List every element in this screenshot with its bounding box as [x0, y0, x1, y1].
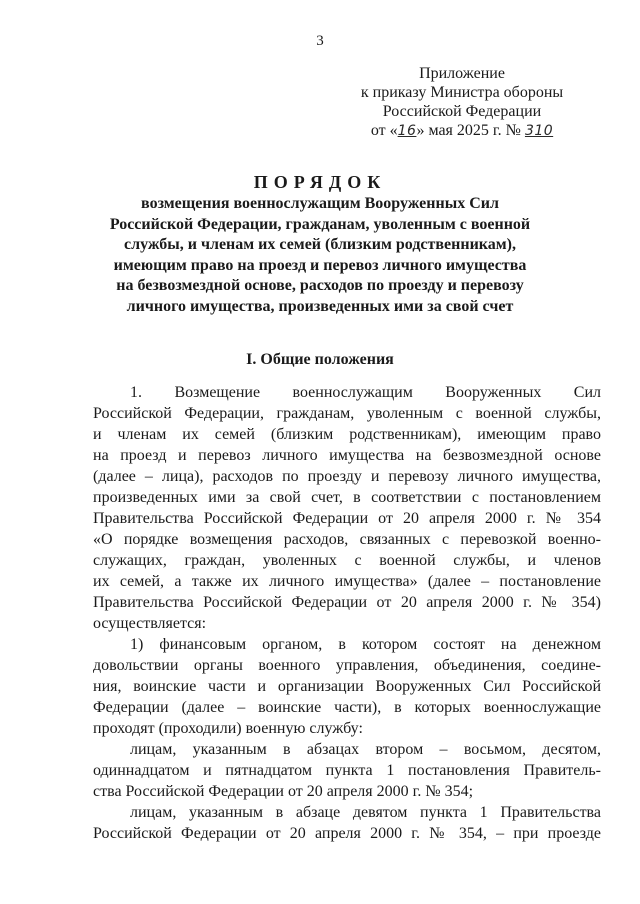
handwritten-order-number: 310 — [524, 123, 554, 139]
appendix-block — [352, 64, 572, 141]
handwritten-day: 16 — [397, 123, 417, 139]
appendix-label: Приложение — [419, 65, 505, 82]
body-text — [93, 382, 601, 844]
body-line: осуществляется: — [93, 615, 207, 632]
subtitle-line: имеющим право на проезд и перевоз личного имущества — [113, 256, 527, 274]
appendix-date-line — [352, 121, 572, 141]
subtitle-line: службы, и членам их семей (близким родственникам), — [123, 236, 516, 253]
page-number: 3 — [316, 33, 324, 49]
body-line: на проезд и перевоз личного имущества на безвозмездной основе — [93, 447, 601, 464]
section-heading: I. Общие положения — [246, 351, 394, 368]
body-line: служащих, граждан, уволенных с военной службы, и членов — [93, 552, 601, 569]
subtitle-line: на безвозмездной основе, расходов по проезду и перевозу — [116, 277, 524, 294]
date-prefix: от « — [370, 122, 398, 139]
body-line: ства Российской Федерации от 20 апреля 2000 г. № 354; — [93, 783, 474, 800]
body-line: Российской Федерации от 20 апреля 2000 г. № 354, – при проезде — [93, 825, 601, 842]
document-subtitle — [100, 194, 540, 317]
body-line: их семей, а также их личного имущества» (далее – постановление — [93, 573, 601, 590]
subtitle-line: личного имущества, произведенных ими за свой счет — [126, 297, 514, 315]
body-line: лицам, указанным в абзацах втором – восьмом, десятом, — [130, 741, 601, 758]
body-line: произведенных ими за свой счет, в соответствии с постановлением — [93, 489, 601, 506]
body-line: лицам, указанным в абзаце девятом пункта 1 Правительства — [130, 804, 601, 821]
body-line: ния, воинские части и организации Вооруженных Сил Российской — [93, 678, 601, 695]
body-line: и членам их семей (близким родственникам), имеющим право — [93, 426, 601, 443]
body-line: проходят (проходили) военную службу: — [93, 720, 363, 737]
body-line: довольствии органы военного управления, объединения, соедине- — [93, 657, 601, 674]
appendix-country: Российской Федерации — [382, 103, 542, 120]
body-line: Правительства Российской Федерации от 20 апреля 2000 г. № 354) — [93, 594, 601, 611]
body-line: одиннадцатом и пятнадцатом пункта 1 постановления Правитель- — [93, 762, 601, 779]
body-line: 1. Возмещение военнослужащим Вооруженных Сил — [130, 384, 601, 401]
body-line: Правительства Российской Федерации от 20 апреля 2000 г. № 354 — [93, 510, 601, 527]
date-middle: » мая 2025 г. № — [416, 122, 521, 139]
body-line: Российской Федерации, гражданам, уволенным с военной службы, — [93, 405, 601, 422]
body-line: Федерации (далее – воинские части), в которых военнослужащие — [93, 699, 601, 716]
document-title: ПОРЯДОК — [253, 172, 387, 192]
subtitle-line: Российской Федерации, гражданам, уволенным с военной — [109, 215, 531, 233]
subtitle-line: возмещения военнослужащим Вооруженных Сил — [141, 195, 499, 212]
body-line: «О порядке возмещения расходов, связанных с перевозкой военно- — [93, 531, 601, 548]
body-line: (далее – лица), расходов по проезду и перевозу личного имущества, — [93, 468, 601, 485]
appendix-order-ref: к приказу Министра обороны — [360, 84, 564, 101]
body-line: 1) финансовым органом, в котором состоят на денежном — [130, 636, 601, 653]
